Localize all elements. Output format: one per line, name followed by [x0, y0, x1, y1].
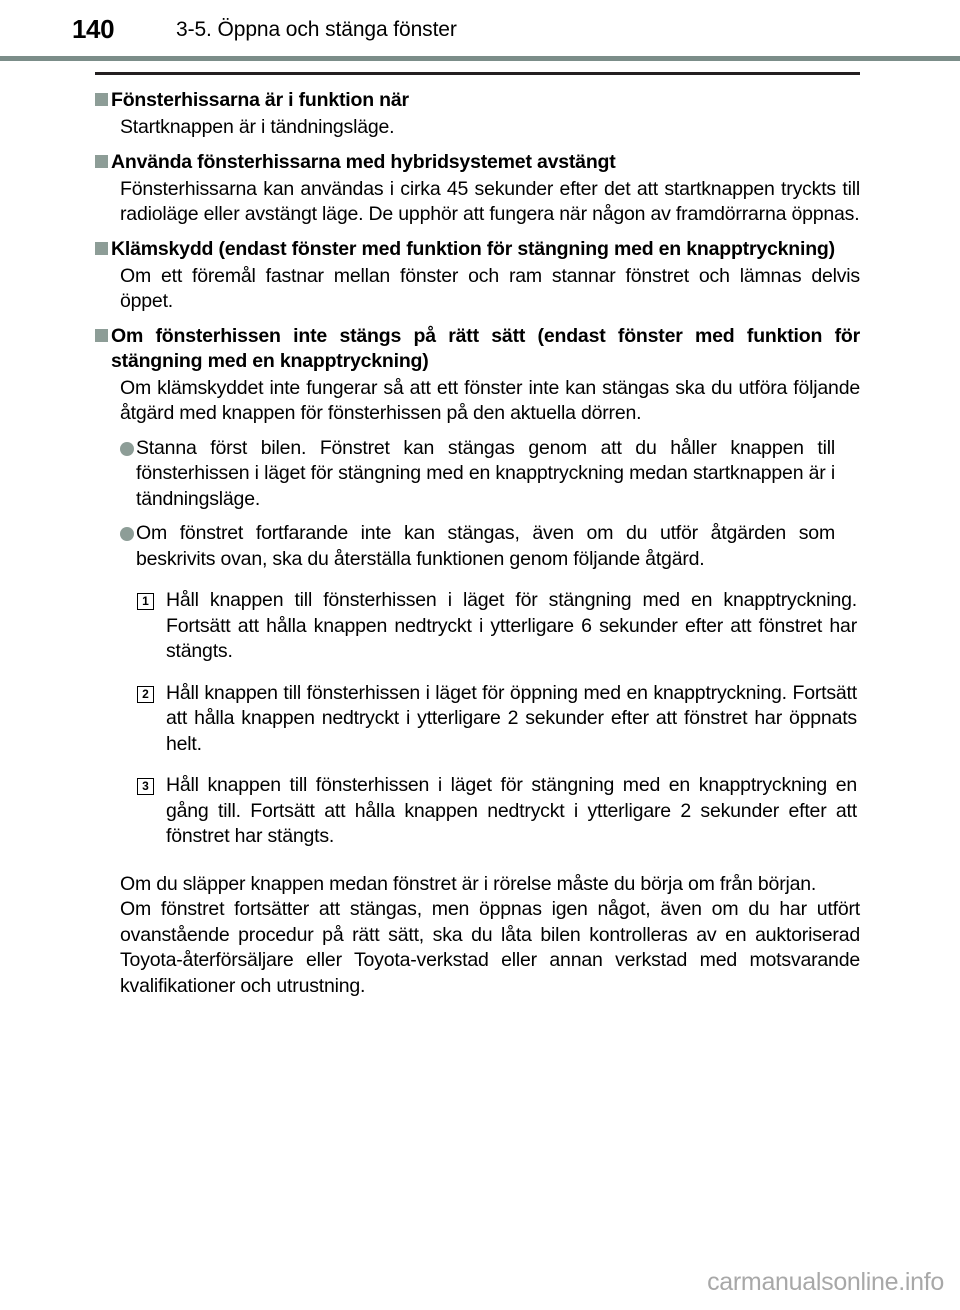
- square-bullet-icon: [95, 93, 108, 106]
- section-heading-2-label: Använda fönsterhissarna med hybridsystemet avstängt: [111, 150, 616, 173]
- step-number-badge: 2: [137, 686, 154, 703]
- closing-paragraph-1: Om du släpper knappen medan fönstret är i rörelse måste du börja om från början.: [120, 872, 817, 895]
- list-item-text: Om fönstret fortfarande inte kan stängas, även om du utför åtgärden som beskrivits ovan, ska du återställa funktionen genom följande åtgärd.: [136, 522, 835, 570]
- page-header: [0, 0, 960, 58]
- section-heading-1: [95, 88, 860, 113]
- list-item: [120, 521, 885, 572]
- section-body-2: Fönsterhissarna kan användas i cirka 45 sekunder efter det att startknappen tryckts till radioläge eller avstängt läge. De upphör att fungera när någon av framdörrarna öppnas.: [120, 177, 860, 225]
- step-number-badge: 1: [137, 593, 154, 610]
- square-bullet-icon: [95, 155, 108, 168]
- watermark: carmanualsonline.info: [707, 1268, 944, 1296]
- header-divider: [0, 56, 960, 61]
- section-body-3: Om ett föremål fastnar mellan fönster och ram stannar fönstret och lämnas delvis öppet.: [120, 264, 860, 312]
- section-heading-2: [95, 150, 860, 175]
- square-bullet-icon: [95, 242, 108, 255]
- step-number-badge: 3: [137, 778, 154, 795]
- step-item: [137, 588, 887, 665]
- round-bullet-icon: [120, 442, 134, 456]
- step-item: [137, 773, 887, 850]
- section-body-4: Om klämskyddet inte fungerar så att ett fönster inte kan stängas ska du utföra följande åtgärd med knappen för fönsterhissen på den aktuella dörren.: [120, 376, 860, 424]
- list-item: [120, 436, 885, 513]
- section-heading-3-label: Klämskydd (endast fönster med funktion för stängning med en knapptryckning): [111, 237, 835, 260]
- section-heading-4: [95, 324, 860, 374]
- section-body-1: Startknappen är i tändningsläge.: [120, 116, 395, 138]
- section-heading-1-label: Fönsterhissarna är i funktion när: [111, 89, 409, 111]
- step-text: Håll knappen till fönsterhissen i läget för stängning med en knapptryckning en gång till. Fortsätt att hålla knappen nedtryckt i ytterligare 2 sekunder efter att fönstret har stängts.: [166, 774, 857, 847]
- content-top-divider: [95, 72, 860, 75]
- round-bullet-icon: [120, 527, 134, 541]
- closing-paragraph-2: Om fönstret fortsätter att stängas, men öppnas igen något, även om du har utfört ovanstående procedur på rätt sätt, ska du låta bilen kontrolleras av en auktoriserad Toyota-återförsäljare eller Toyota-verkstad eller annan verkstad med motsvarande kvalifikationer och utrustning.: [120, 898, 860, 997]
- step-text: Håll knappen till fönsterhissen i läget för stängning med en knapptryckning. Fortsätt att hålla knappen nedtryckt i ytterligare 6 sekunder efter att fönstret har stängts.: [166, 589, 857, 662]
- page-title: 3-5. Öppna och stänga fönster: [176, 18, 457, 41]
- step-item: [137, 681, 887, 758]
- page-number: 140: [72, 14, 115, 44]
- step-text: Håll knappen till fönsterhissen i läget för öppning med en knapptryckning. Fortsätt att hålla knappen nedtryckt i ytterligare 2 sekunder efter att fönstret har öppnats helt.: [166, 681, 857, 755]
- list-item-text: Stanna först bilen. Fönstret kan stängas genom att du håller knappen till fönsterhissen i läget för stängning med en knapptryckning medan startknappen är i tändningsläge.: [136, 436, 835, 510]
- square-bullet-icon: [95, 329, 108, 342]
- section-heading-4-label: Om fönsterhissen inte stängs på rätt sätt (endast fönster med funktion för stängning med en knapptryckning): [111, 324, 860, 372]
- section-heading-3: [95, 237, 860, 262]
- document-content: [95, 72, 860, 999]
